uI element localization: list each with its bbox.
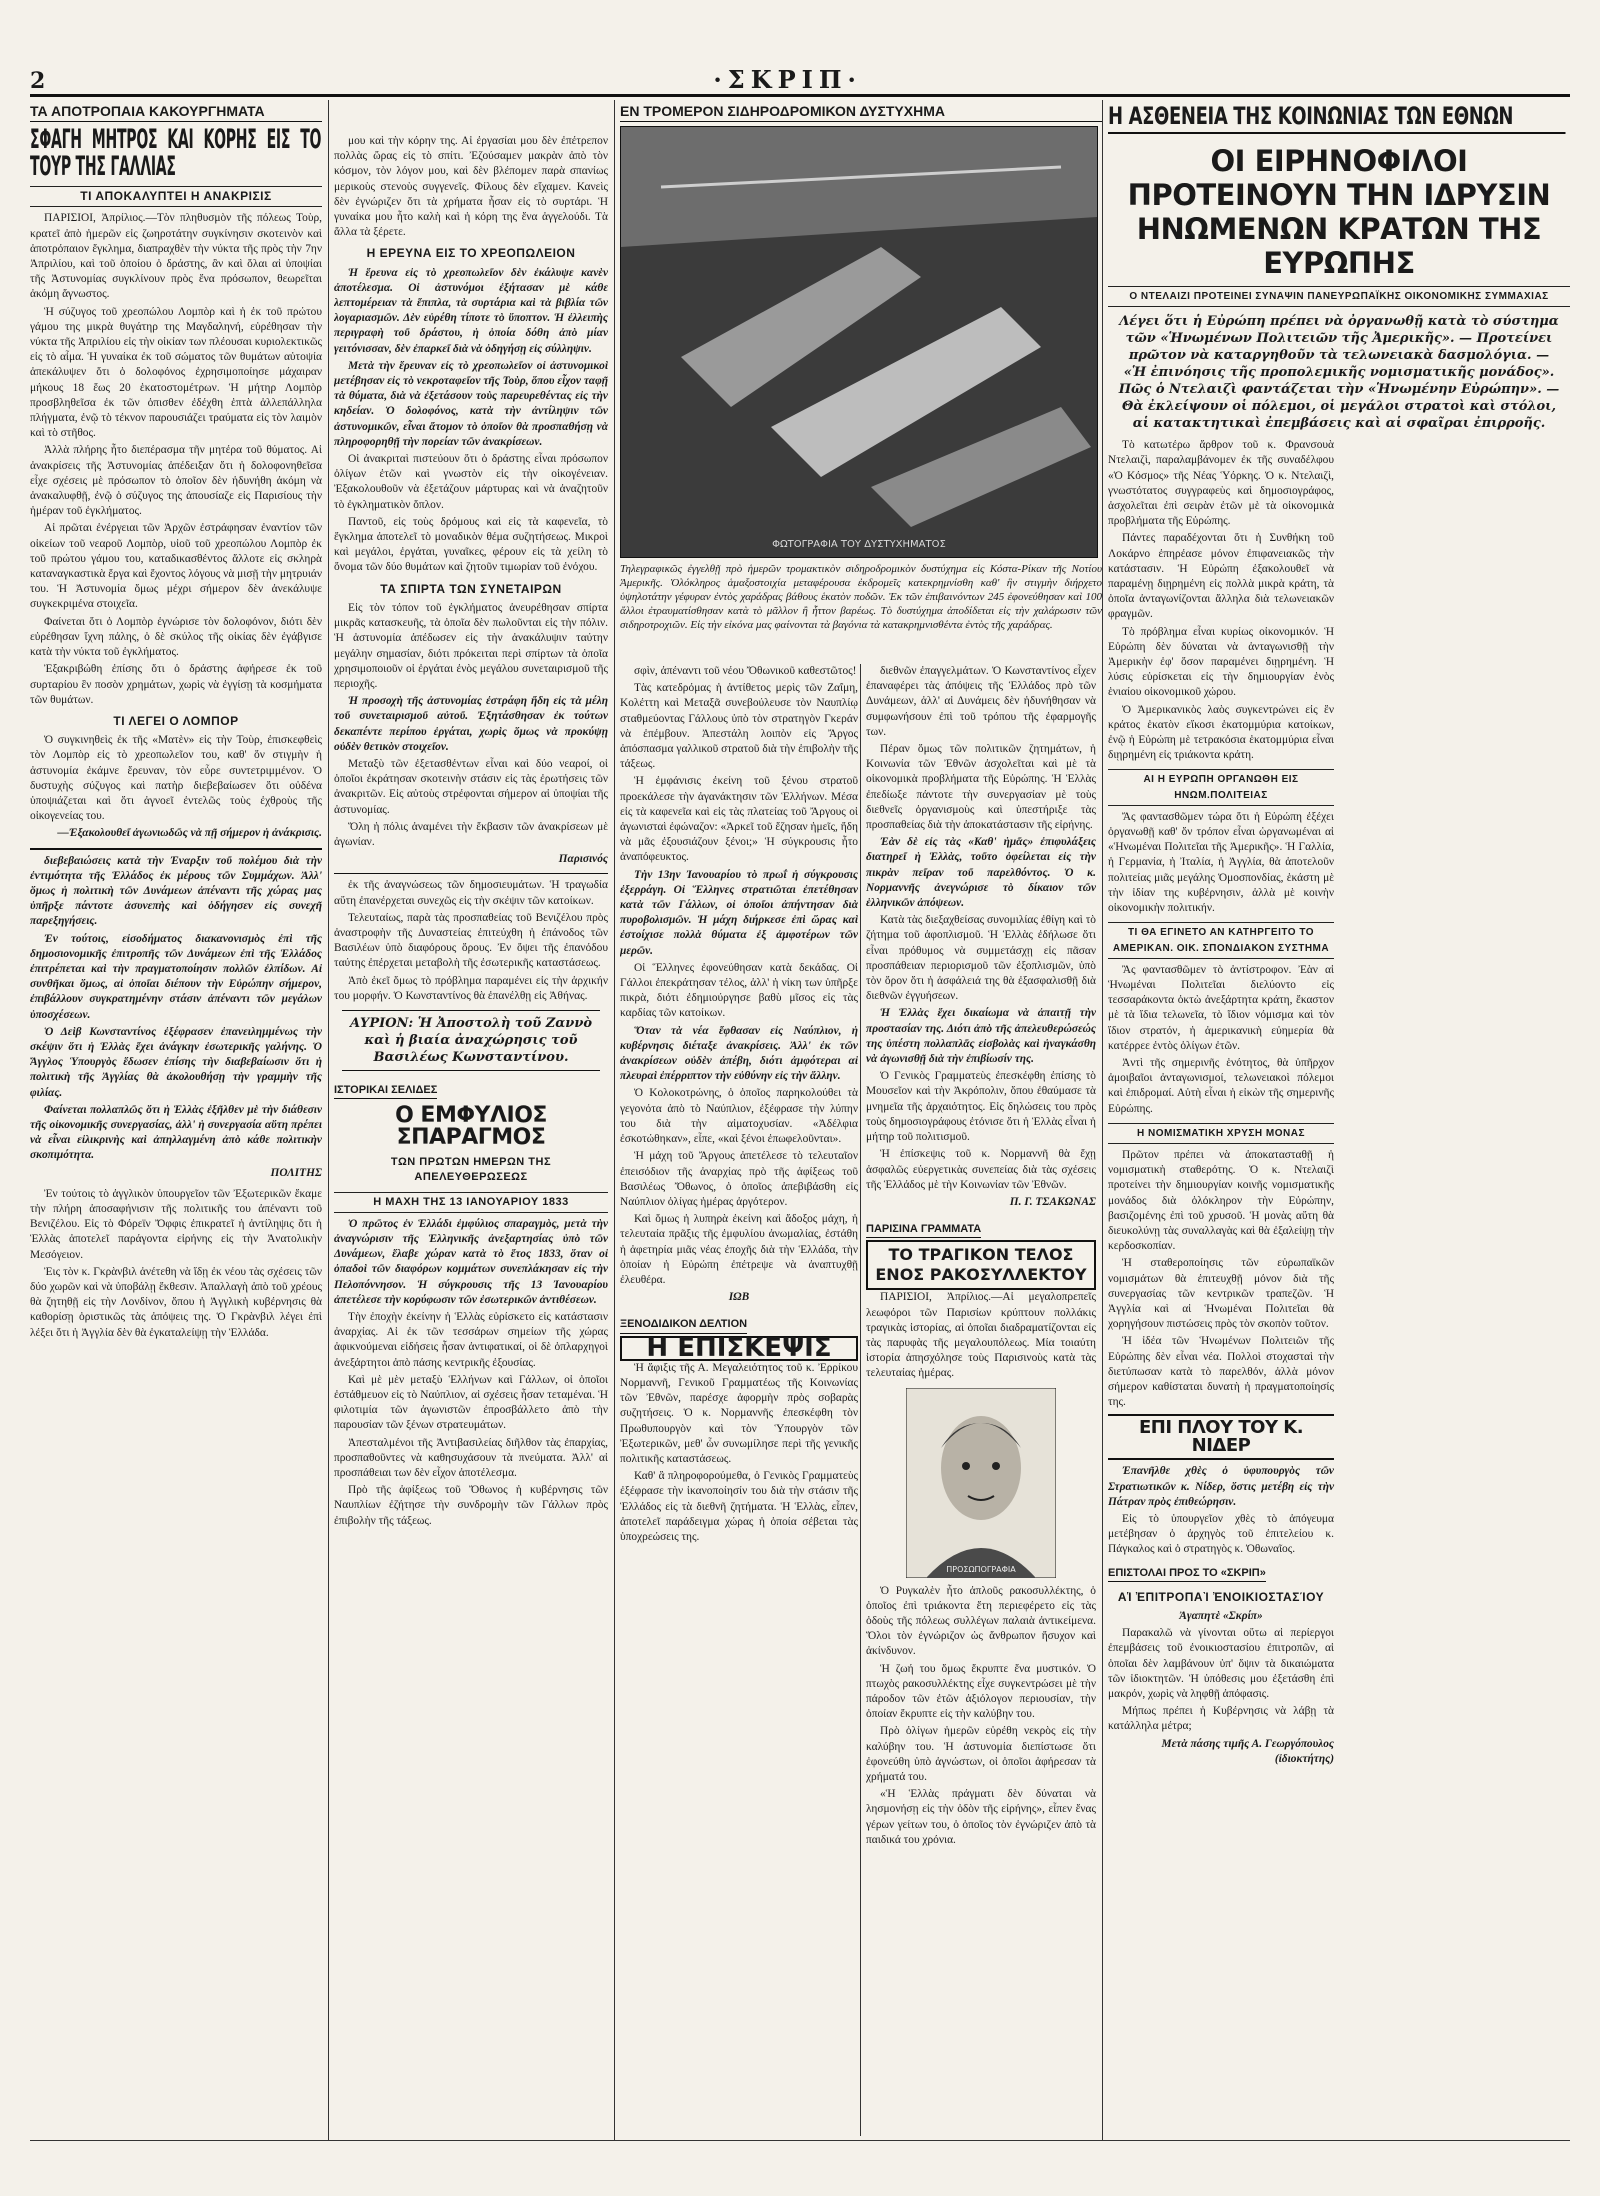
- paragraph: Τὸ κατωτέρω ἄρθρον τοῦ κ. Φρανσουὰ Ντελαιζὶ, παραλαμβάνομεν ἐκ τῆς συναδέλφου «Ὁ Κόσμος» τῆς Νέας Ὑόρκης. Ὁ κ. Ντελαιζὶ, γνωστότατος συγγραφεὺς καὶ δημοσιογράφος, ἀσχολεῖται ἐπὶ σειρὰν ἐτῶν μὲ τὰ οἰκονομικὰ προβλήματα τῆς Εὐρώπης.: [1108, 439, 1334, 528]
- paragraph: ἐκ τῆς ἀναγνώσεως τῶν δημοσιευμάτων. Ἡ τραγωδία αὕτη ἐπανέρχεται συνεχῶς εἰς τὴν σκέψιν τῶν κατοίκων.: [334, 879, 608, 907]
- kicker: ΤΑ ΑΠΟΤΡΟΠΑΙΑ ΚΑΚΟΥΡΓΗΜΑΤΑ: [30, 104, 322, 122]
- subheading: ΤΩΝ ΠΡΩΤΩΝ ΗΜΕΡΩΝ ΤΗΣ ΑΠΕΛΕΥΘΕΡΩΣΕΩΣ: [390, 1156, 552, 1184]
- kicker: ΕΝ ΤΡΟΜΕΡΟΝ ΣΙΔΗΡΟΔΡΟΜΙΚΟΝ ΔΥΣΤΥΧΗΜΑ: [620, 104, 1102, 122]
- paragraph: Μεταξὺ τῶν ἐξετασθέντων εἶναι καὶ δύο νεαροί, οἱ ὁποῖοι ἐκράτησαν σκοτεινὴν στάσιν εἰς τὰς ἐρωτήσεις τῶν ἀνακριτῶν. Εἰς αὐτοὺς στρέφονται σήμερον αἱ ὑποψίαι τῆς ἀστυνομίας.: [334, 757, 608, 816]
- paragraph: Ὁ συγκινηθεὶς ἐκ τῆς «Ματὲν» εἰς τὴν Τοὺρ, ἐπισκεφθεὶς τὸν Λομπὸρ εἰς τὸ χρεοπωλεῖον του, καθ' ὅν στιγμὴν ἡ ἀστυνομία ἐκάμνε ἔρευναν, τὸν εὗρε συντετριμμένον. Ὁ δυστυχὴς σύζυγος καὶ πατὴρ διεβεβαίωσεν ὅτι οὐδένα ὑποψιάζεται καὶ ὅτι ἀγνοεῖ ἐντελῶς τοὺς ἐχθροὺς τῆς οἰκογενείας του.: [30, 734, 322, 823]
- paragraph: Πέραν ὅμως τῶν πολιτικῶν ζητημάτων, ἡ Κοινωνία τῶν Ἐθνῶν ἀσχολεῖται καὶ μὲ τὰ οἰκονομικὰ προβλήματα τῆς Εὐρώπης. Ἡ Ἑλλὰς ἐπεδίωξε πάντοτε τὴν συνεργασίαν μὲ τοὺς διεθνεῖς ὀργανισμοὺς καὶ ὑπεστήριξε τὰς προσπαθείας διὰ τὴν ἀποκατάστασιν τῆς εἰρήνης.: [866, 743, 1096, 832]
- byline: Παρισινός: [558, 853, 608, 866]
- paragraph: διεβεβαιώσεις κατὰ τὴν Ἐναρξιν τοῦ πολέμου διὰ τὴν ἐντιμότητα τῆς Ἑλλάδος ἐκ μέρους τῶν Συμμάχων. Ἀλλ' ὅμως ἡ πολιτικὴ τῶν Δυνάμεων ἀπέναντι τῆς χώρας μας ὑπῆρξε πάντοτε ἀσυνεπὴς καὶ ὁδήγησεν εἰς συνεχῆ παρεξηγήσεις.: [30, 854, 322, 928]
- paragraph: Ἀπὸ ἐκεῖ ὅμως τὸ πρόβλημα παραμένει εἰς τὴν ἀρχικήν του μορφήν. Ὁ Κωνσταντίνος θὰ ἐπανέλθῃ εἰς Ἀθήνας.: [334, 974, 608, 1002]
- paragraph: Ἐν τούτοις, εἰσοδήματος διακανονισμὸς ἐπὶ τῆς δημοσιονομικῆς ἐπιτροπῆς τῶν Δυνάμεων ἐπὶ τῆς Ἑλλάδος ἐπιτρέπεται καὶ τὴν πραγματοποίησιν πολλῶν ἐλπίδων. Αἱ συνθῆκαι ὅμως, αἱ ὁποῖαι διέπουν τὴν Εὐρώπην σήμερον, ἐπιβάλλουν συγκρατημένην στάσιν ἀπέναντι τῶν μεγάλων ὑποσχέσεων.: [30, 932, 322, 1021]
- subheading: Η ΜΑΧΗ ΤΗΣ 13 ΙΑΝΟΥΑΡΙΟΥ 1833: [334, 1192, 608, 1213]
- headline: ΕΠΙ ΠΛΟΥ ΤΟΥ Κ. ΝΙΔΕΡ: [1108, 1414, 1334, 1460]
- byline: Π. Γ. ΤΣΑΚΩΝΑΣ: [1009, 1195, 1096, 1208]
- paragraph: Ἀντὶ τῆς σημερινῆς ἑνότητος, θὰ ὑπῆρχον ἀμοιβαῖοι ἀνταγωνισμοί, τελωνειακοὶ πόλεμοι καὶ ἐπιδρομαί. Αὐτὴ εἶναι ἡ εἰκὼν τῆς σημερινῆς Εὐρώπης.: [1108, 1056, 1334, 1115]
- kicker: ΠΑΡΙΣΙΝΑ ΓΡΑΜΜΑΤΑ: [866, 1222, 981, 1238]
- paragraph: Οἱ ἀνακριταὶ πιστεύουν ὅτι ὁ δράστης εἶναι πρόσωπον ὀλίγων ἐτῶν καὶ γνωστὸν εἰς τὴν οἰκογένειαν. Ἐξακολουθοῦν νὰ ἐξετάζουν μάρτυρας καὶ νὰ ἀναζητοῦν τὸ ἐγκληματικὸν ὅπλον.: [334, 453, 608, 511]
- paragraph: Ἀπεσταλμένοι τῆς Ἀντιβασιλείας διῆλθον τὰς ἐπαρχίας, προσπαθοῦντες νὰ καθησυχάσουν τὰ πνεύματα. Ἀλλ' αἱ προσπάθειαι των δὲν εἶχον ἀποτέλεσμα.: [334, 1436, 608, 1480]
- paragraph: Ἡ μάχη τοῦ Ἄργους ἀπετέλεσε τὸ τελευταῖον ἐπεισόδιον τῆς ἀναρχίας πρὸ τῆς ἀφίξεως τοῦ Βασιλέως Ὄθωνος, ὁ ὁποῖος ἀπεβιβάσθη εἰς Ναύπλιον ὀλίγας ἡμέρας ἀργότερον.: [620, 1150, 858, 1208]
- paragraph: Ἡ προσοχὴ τῆς ἀστυνομίας ἐστράφη ἤδη εἰς τὰ μέλη τοῦ συνεταιρισμοῦ αὐτοῦ. Ἐξητάσθησαν ἐκ τούτων δεκαπέντε περίπου ἐργάται, χωρὶς ὅμως νὰ προκύψῃ οὐδὲν θετικὸν στοιχεῖον.: [334, 695, 608, 753]
- paragraph: Καὶ ὅμως ἡ λυπηρὰ ἐκείνη καὶ ἄδοξος μάχη, ἡ τελευταία πρᾶξις τῆς ἐμφυλίου ἀνωμαλίας, ἐστάθη ἡ ἀφετηρία μιᾶς νέας ἐποχῆς διὰ τὴν Ἑλλάδα, τὴν ὁποίαν ἡ Εὐρώπη ἐπέτρεψε νὰ ἀναπτυχθῇ ἐλευθέρα.: [620, 1213, 858, 1286]
- subheading: ΑἹ ἘΠΙΤΡΟΠΑῚ ἘΝΟΙΚΙΟΣΤΑΣΊΟΥ: [1117, 1589, 1325, 1604]
- paragraph: ΠΑΡΙΣΙΟΙ, Ἀπρίλιος.—Αἱ μεγαλοπρεπεῖς λεωφόροι τῶν Παρισίων κρύπτουν πολλάκις τραγικὰς ἱστορίας, αἱ ὁποῖαι διαδραματίζονται εἰς τὰς παρυφὰς τῆς μεγαλουπόλεως. Μία τοιαύτη ἱστορία ἀπησχόλησε τοὺς Παρισινοὺς κατὰ τὰς τελευταίας ἡμέρας.: [866, 1291, 1096, 1380]
- paragraph: Οἱ Ἕλληνες ἐφονεύθησαν κατὰ δεκάδας. Οἱ Γάλλοι ἐπεκράτησαν τέλος, ἀλλ' ἡ νίκη των ὑπῆρξε πικρὰ, διότι ἐδημιούργησε βαθὺ μῖσος εἰς τὰς καρδίας τῶν κατοίκων.: [620, 961, 858, 1020]
- paragraph: Ἡ σύζυγος τοῦ χρεοπώλου Λομπὸρ καὶ ἡ ἐκ τοῦ πρώτου γάμου της μικρὰ θυγάτηρ της Μαγδαληνή, εὑρέθησαν τὴν νύκτα τῆς Ἀπριλίου εἰς τὴν οἰκίαν των πλέουσαι κυριολεκτικῶς εἰς τὸ αἷμα. Ἡ γυναίκα ἐκ τοῦ σώματος τῶν θυμάτων αὐτοψία ἀπεκάλυψεν ὅτι ὁ δολοφόνος ἐχρησιμοποίησε μάχαιραν μήκους 18 ἕως 20 ἑκατοστομέτρων. Ἡ μήτηρ Λομπὸρ προσβληθεῖσα ἐκ τῶν ὀπισθεν ἐδέχθη ἑπτὰ ἀλλεπάλληλα πλήγματα, ἐνῷ τὸ τέκνον παρουσιάζει τραύματα εἰς τὸν λαιμὸν καὶ τὸ στῆθος.: [30, 305, 322, 440]
- paragraph: Καὶ μὲ μὲν μεταξὺ Ἑλλήνων καὶ Γάλλων, οἱ ὁποῖοι ἐστάθμευον εἰς τὸ Ναύπλιον, αἱ σχέσεις ἦσαν τεταμέναι. Ἡ φιλοτιμία τῶν ἀγωνιστῶν ἐπροσβάλλετο ἀπὸ τὴν παρουσίαν τῶν ξένων στρατευμάτων.: [334, 1373, 608, 1432]
- paragraph: Ἂς φαντασθῶμεν τὸ ἀντίστροφον. Ἐὰν αἱ Ἡνωμέναι Πολιτεῖαι διελύοντο εἰς τεσσαράκοντα ὀκτὼ ἀνεξάρτητα κράτη, ἕκαστον μὲ τὰ ἴδια τελωνεῖα, τὸ ἴδιον νόμισμα καὶ τὸν ἴδιον στρατόν, ἡ ἀμερικανικὴ εὐημερία θὰ κατέρρεε ἐντὸς ὀλίγων ἐτῶν.: [1108, 963, 1334, 1052]
- paragraph: Παντοῦ, εἰς τοὺς δρόμους καὶ εἰς τὰ καφενεῖα, τὸ ἔγκλημα ἀποτελεῖ τὸ μοναδικὸν θέμα συζητήσεως. Μικροὶ καὶ μεγάλοι, ἐργάται, γυναῖκες, φέρουν εἰς τὰ χείλη τὸ ὄνομα τῶν δύο θυμάτων καὶ ζητοῦν τιμωρίαν τοῦ ἐνόχου.: [334, 515, 608, 574]
- paragraph: Ὁ Δεὶβ Κωνσταντίνος ἐξέφρασεν ἐπανειλημμένως τὴν σκέψιν ὅτι ἡ Ἑλλὰς ἔχει ἀνάγκην ἐσωτερικῆς γαλήνης. Ὁ Ἄγγλος Ὑπουργὸς ἔδωσεν ἐπίσης τὴν διαβεβαίωσιν ὅτι ἡ πολιτικὴ τῆς Ἀγγλίας θὰ ἀκολουθήσῃ τὴν γραμμὴν τῆς φιλίας.: [30, 1025, 322, 1099]
- paragraph: Ὁ Γενικὸς Γραμματεὺς ἐπεσκέφθη ἐπίσης τὸ Μουσεῖον καὶ τὴν Ἀκρόπολιν, ὅπου ἐθαύμασε τὰ μνημεῖα τῆς ἀρχαιότητος. Εἰς δηλώσεις του πρὸς τοὺς δημοσιογράφους ἐτόνισε ὅτι ἡ Ἑλλὰς εἶναι ἡ μήτηρ τοῦ πολιτισμοῦ.: [866, 1070, 1096, 1144]
- deck: Λέγει ὅτι ἡ Εὐρώπη πρέπει νὰ ὀργανωθῇ κατὰ τὸ σύστημα τῶν «Ἡνωμένων Πολιτειῶν τῆς Ἀμερικῆς». — Προτείνει πρῶτον νὰ καταργηθοῦν τὰ τελωνειακὰ δασμολόγια. — «Ἡ ἐπινόησις τῆς προπολεμικῆς νομισματικῆς μονάδος». Πῶς ὁ Ντελαιζὶ φαντάζεται τὴν «Ἡνωμένην Εὐρώπην». — Θὰ ἐκλείψουν οἱ πόλεμοι, οἱ μεγάλοι στρατοὶ καὶ στόλοι, αἱ κατακτητικαὶ ἐπεμβάσεις καὶ αἱ σφαῖραι ἐπιρροῆς.: [1118, 314, 1560, 432]
- column-3: [620, 664, 858, 2136]
- paragraph: Ὁ Κολοκοτρώνης, ὁ ὁποῖος παρηκολούθει τὰ γεγονότα ἀπὸ τὸ Ναύπλιον, ἐξέφρασε τὴν λύπην του διὰ τὴν αἱματοχυσίαν. «Ἀδέλφια ἐσκοτώθηκαν», εἶπε, «καὶ ξένοι ἐπωφελοῦνται».: [620, 1087, 858, 1146]
- paragraph: Ἐξακριβώθη ἐπίσης ὅτι ὁ δράστης ἀφήρεσε ἐκ τοῦ συρταρίου ἓν ποσὸν χρημάτων, χωρὶς νὰ ἐγγίσῃ τὰ κοσμήματα τῶν θυμάτων.: [30, 663, 322, 706]
- paragraph: Ὅλη ἡ πόλις ἀναμένει τὴν ἔκβασιν τῶν ἀνακρίσεων μὲ ἀγωνίαν.: [334, 820, 608, 848]
- paragraph: Ἐν τούτοις τὸ ἀγγλικὸν ὑπουργεῖον τῶν Ἐξωτερικῶν ἔκαμε τὴν πλήρη ἀποσαφήνισιν τῆς πολιτικῆς του ἀπέναντι τοῦ Βενιζέλου. Εἰς τὸ Φόρεϊν Ὄφφις ἐπικρατεῖ ἡ ἀντίληψις ὅτι ἡ Ἑλλὰς ἀποτελεῖ παράγοντα εἰρήνης εἰς τὴν Ἀνατολικὴν Μεσόγειον.: [30, 1187, 322, 1261]
- paragraph: Ἐις τὸν κ. Γκρὰνβιλ ἀνέτεθη νὰ ἴδῃ ἐκ νέου τὰς σχέσεις τῶν δύο χωρῶν καὶ νὰ ὑποβάλῃ ἔκθεσιν. Ἀπαλλαγὴ ἀπὸ τοῦ χρέους θὰ ζητηθῇ εἰς τὴν Λονδίνον, ὅπου ἡ Ἀγγλικὴ κυβέρνησις θὰ καθορίσῃ ὁριστικῶς τὰς ἀπόψεις της. Ὁ Γκρὰνβιλ λέγει ἐπὶ λέξει ὅτι ἡ Ἀγγλία δὲν θὰ ἐγκαταλείψῃ τὴν Ἑλλάδα.: [30, 1265, 322, 1339]
- paragraph: διεθνῶν ἐπαγγελμάτων. Ὁ Κωνσταντίνος εἶχεν ἐπαναφέρει τὰς ἀπόψεις τῆς Ἑλλάδος πρὸ τῶν Δυνάμεων, ἀλλ' αἱ Δυνάμεις δὲν ἠδυνήθησαν νὰ συμφωνήσουν ἐπὶ τοῦ τρόπου τῆς ἐφαρμογῆς των.: [866, 665, 1096, 738]
- byline: ΙΩΒ: [728, 1291, 750, 1304]
- paragraph: Ἡ ζωή του ὅμως ἔκρυπτε ἕνα μυστικόν. Ὁ πτωχὸς ρακοσυλλέκτης εἶχε συγκεντρώσει μὲ τὴν πάροδον τῶν ἐτῶν ἀξιόλογον περιουσίαν, τὴν ὁποίαν ἔκρυπτε εἰς τὴν καλύβην του.: [866, 1662, 1096, 1721]
- paragraph: Ὅταν τὰ νέα ἔφθασαν εἰς Ναύπλιον, ἡ κυβέρνησις διέταξε ἀνακρίσεις. Ἀλλ' ἐκ τῶν ἀνακρίσεων οὐδὲν ἀπέβη, διότι ἀμφότεραι αἱ πλευραὶ ἐπέρριπτον τὴν εὐθύνην εἰς τὴν ἄλλην.: [620, 1024, 858, 1083]
- paragraph: Αἱ πρῶται ἐνέργειαι τῶν Ἀρχῶν ἐστράφησαν ἐναντίον τῶν οἰκείων τοῦ νεαροῦ Λομπὸρ, υἱοῦ τοῦ χρεοπώλου Λομπὸρ ἐκ τοῦ πρώτου γάμου του, καταδικασθέντος ἄλλοτε εἰς σκληρὰ καταναγκαστικὰ ἔργα καὶ ἔχοντος λόγους νὰ μισῇ τὴν μητρυιάν του. Ἡ Ἀστυνομία ὅμως μέχρι σήμερον δὲν ἀνεκάλυψε συγκεκριμένα στοιχεῖα.: [30, 522, 322, 611]
- tomorrow-note: ΑΥΡΙΟΝ: Ἡ Ἀποστολὴ τοῦ Ζαννὸ καὶ ἡ βιαία ἀναχώρησις τοῦ Βασιλέως Κωνσταντίνου.: [342, 1010, 600, 1071]
- headline: ΤΟ ΤΡΑΓΙΚΟΝ ΤΕΛΟΣ ΕΝΟΣ ΡΑΚΟΣΥΛΛΕΚΤΟΥ: [866, 1240, 1096, 1290]
- series-kicker: ΙΣΤΟΡΙΚΑΙ ΣΕΛΙΔΕΣ: [334, 1083, 437, 1099]
- subheading: ΤΙ ΘΑ ΕΓΙΝΕΤΟ ΑΝ ΚΑΤΗΡΓΕΙΤΟ ΤΟ ΑΜΕΡΙΚΑΝ. ΟΙΚ. ΣΠΟΝΔΙΑΚΟΝ ΣΥΣΤΗΜΑ: [1108, 922, 1334, 958]
- paragraph: Μήπως πρέπει ἡ Κυβέρνησις νὰ λάβῃ τὰ κατάλληλα μέτρα;: [1108, 1705, 1334, 1733]
- feature-top: [614, 100, 1102, 660]
- headline: Ο ΕΜΦΥΛΙΟΣ ΣΠΑΡΑΓΜΟΣ: [395, 1103, 547, 1151]
- paragraph: Ὁ πρῶτος ἐν Ἑλλάδι ἐμφύλιος σπαραγμὸς, μετὰ τὴν ἀναγνώρισιν τῆς Ἑλληνικῆς ἀνεξαρτησίας ὑπὸ τῶν Δυνάμεων, ἔλαβε χώραν κατὰ τὸ ἔτος 1833, ὅταν οἱ ὀπαδοὶ τῶν διαφόρων κομμάτων συνεπλάκησαν εἰς τὴν Πελοπόννησον. Ἡ σύγκρουσις τῆς 13 Ἰανουαρίου ἀπετέλεσε τὴν κορύφωσιν τῶν ἐσωτερικῶν ἀντιθέσεων.: [334, 1217, 608, 1306]
- photo-label: ΦΩΤΟΓΡΑΦΙΑ ΤΟΥ ΔΥΣΤΥΧΗΜΑΤΟΣ: [772, 539, 946, 551]
- column-rule: [1102, 100, 1103, 2140]
- paragraph: Κατὰ τὰς διεξαχθείσας συνομιλίας ἐθίγη καὶ τὸ ζήτημα τοῦ ἀφοπλισμοῦ. Ἡ Ἑλλὰς ἐδήλωσε ὅτι εἶναι πρόθυμος νὰ συμμετάσχῃ εἰς πᾶσαν προσπάθειαν περιορισμοῦ τῶν ἐξοπλισμῶν, ὑπὸ τὸν ὅρον ὅτι ἡ ἀσφάλειά της θὰ ἐξασφαλισθῇ διὰ διεθνῶν ἐγγυήσεων.: [866, 914, 1096, 1003]
- column-2: [334, 100, 608, 2136]
- kicker: ΞΕΝΟΔΙΔΙΚΟΝ ΔΕΛΤΙΟΝ: [620, 1317, 747, 1333]
- headline: ΟΙ ΕΙΡΗΝΟΦΙΛΟΙ ΠΡΟΤΕΙΝΟΥΝ ΤΗΝ ΙΔΡΥΣΙΝ ΗΝΩΜΕΝΩΝ ΚΡΑΤΩΝ ΤΗΣ ΕΥΡΩΠΗΣ: [1127, 144, 1551, 280]
- paragraph: Πάντες παραδέχονται ὅτι ἡ Συνθήκη τοῦ Λοκάρνο ἐπηρέασε μόνον ἐπιφανειακῶς τὴν κατάστασιν. Ἡ Εὐρώπη ἐξακολουθεῖ νὰ παραμένῃ διῃρημένη εἰς πολλὰ μικρὰ κράτη, τὰ ὁποῖα ἀνταγωνίζονται ἄλληλα διὰ τελωνειακῶν φραγμῶν.: [1108, 532, 1334, 621]
- byline: ΠΟΛΙΤΗΣ: [270, 1166, 322, 1179]
- paragraph: Ἡ Ἑλλὰς ἔχει δικαίωμα νὰ ἀπαιτῇ τὴν προστασίαν της. Διότι ἀπὸ τῆς ἀπελευθερώσεώς της ὑπέστη πολλαπλᾶς εἰσβολὰς καὶ ἠναγκάσθη νὰ ἀγωνισθῇ διὰ τὴν ἐπιβίωσίν της.: [866, 1007, 1096, 1066]
- paragraph: Εἰς τὸ ὑπουργεῖον χθὲς τὸ ἀπόγευμα μετέβησαν ὁ ἀρχηγὸς τοῦ ἐπιτελείου κ. Πάγκαλος καὶ ὁ στρατηγὸς κ. Ὀθωναῖος.: [1108, 1513, 1334, 1556]
- subheading: ΤΑ ΣΠΙΡΤΑ ΤΩΝ ΣΥΝΕΤΑΙΡΩΝ: [380, 581, 562, 596]
- photo-train-wreck: [620, 126, 1098, 558]
- column-5: [1108, 100, 1570, 2136]
- subheading: Η ΕΡΕΥΝΑ ΕΙΣ ΤΟ ΧΡΕΟΠΩΛΕΙΟΝ: [366, 246, 576, 261]
- photo-caption: Τηλεγραφικῶς ἐγγελθῇ πρὸ ἡμερῶν τρομακτικὸν σιδηροδρομικὸν δυστύχημα εἰς Κόστα-Ρίκαν τῆς Νοτίου Ἀμερικῆς. Ὁλόκληρος ἁμαξοστοιχία μεταφέρουσα ἐκδρομεῖς κατεκρημνίσθη καθ' ἣν στιγμὴν διήρχετο ὑψηλοτάτην γέφυραν ἐντὸς χαράδρας βάθους ἑκατὸν ποδῶν. Ἐκ τῶν ἐπιβαινόντων 245 ἐφονεύθησαν καὶ 100 ἄλλοι ἐτραυματίσθησαν κατὰ τὸ μᾶλλον ἢ ἧττον βαρέως. Τὸ δυστύχημα ἀποδίδεται εἰς τὴν χαλάρωσιν τῶν σιδηροτροχιῶν. Εἰς τὴν εἰκόνα μας φαίνονται τὰ βαγόνια τὰ κατακρημνισθέντα ἐντὸς τῆς χαράδρας.: [620, 563, 1102, 632]
- subheading: Ο ΝΤΕΛΑΙΖΙ ΠΡΟΤΕΙΝΕΙ ΣΥΝΑΨΙΝ ΠΑΝΕΥΡΩΠΑΪΚΗΣ ΟΙΚΟΝΟΜΙΚΗΣ ΣΥΜΜΑΧΙΑΣ: [1108, 286, 1570, 307]
- salutation: Ἀγαπητὲ «Σκρίπ»: [1179, 1610, 1263, 1623]
- paragraph: Μετὰ τὴν ἔρευναν εἰς τὸ χρεοπωλεῖον οἱ ἀστυνομικοὶ μετέβησαν εἰς τὸ νεκροταφεῖον τῆς Τοὺρ, ὅπου εἶχον ταφῇ τὰ θύματα, διὰ νὰ ἐξετάσουν τοὺς παρευρεθέντας εἰς τὴν κηδείαν. Ὁ δολοφόνος, κατὰ τὴν ἀντίληψιν τῶν ἀστυνομικῶν, εἶναι ἄτομον τὸ ὁποῖον θὰ προσπαθήσῃ νὰ πληροφορηθῇ τὴν πορείαν τῶν ἀνακρίσεων.: [334, 359, 608, 448]
- paragraph: Ἡ ἔρευνα εἰς τὸ χρεοπωλεῖον δὲν ἐκάλυψε κανὲν ἀποτέλεσμα. Οἱ ἀστυνόμοι ἐξήτασαν μὲ κάθε λεπτομέρειαν τὰ ἔπιπλα, τὰ συρτάρια καὶ τὰ βιβλία τῶν λογαριασμῶν. Δὲν εὑρέθη τίποτε τὸ ὕποπτον. Ἡ ἐλλειπὴς περιγραφὴ τοῦ δράστου, ἡ ὁποία δόθη ἀπὸ μίαν γειτόνισσαν, δὲν ἐπαρκεῖ διὰ νὰ ὁδηγήσῃ εἰς σύλληψιν.: [334, 266, 608, 355]
- paragraph: Εἰς τὸν τόπον τοῦ ἐγκλήματος ἀνευρέθησαν σπίρτα μικρᾶς κατασκευῆς, τὰ ὁποῖα δὲν πωλοῦνται εἰς τὴν πόλιν. Ἡ ἀστυνομία ἀπέδωσεν εἰς τὴν ἀνακάλυψιν ταύτην μεγάλην σημασίαν, διότι πρόκειται περὶ σπίρτων τὰ ὁποῖα χρησιμοποιοῦν οἱ ἐργάται ἐνὸς μεγάλου συνεταιρισμοῦ τῆς περιοχῆς.: [334, 601, 608, 690]
- portrait-illustration: [906, 1388, 1056, 1578]
- page-number: 2: [30, 68, 46, 94]
- paragraph: Ἡ ἐμφάνισις ἐκείνη τοῦ ξένου στρατοῦ προεκάλεσε τὴν ἀγανάκτησιν τῶν Ἑλλήνων. Μέσα εἰς τὰ καφενεῖα καὶ εἰς τὰς πλατείας τοῦ Ἄργους οἱ ἀγωνισταὶ ἐφώναζον: «Ἀρκεῖ τοῦ ἔζησαν ἡμεῖς, ἤδη νὰ μᾶς ἐξουσιάζουν ξένοι;» Ἡ σύγκρουσις ἦτο ἀναπόφευκτος.: [620, 775, 858, 864]
- paragraph: Φαίνεται πολλαπλῶς ὅτι ἡ Ἑλλὰς ἐξῆλθεν μὲ τὴν διάθεσιν τῆς οἰκονομικῆς συνεργασίας, ἀλλ' ἡ συνεργασία αὕτη πρέπει νὰ εἶναι εἰλικρινὴς καὶ ἀπηλλαγμένη ἀπὸ κάθε πολιτικὴν σκοπιμότητα.: [30, 1103, 322, 1162]
- paragraph: Πρὸ ὀλίγων ἡμερῶν εὑρέθη νεκρὸς εἰς τὴν καλύβην του. Ἡ ἀστυνομία διεπίστωσε ὅτι ἐφονεύθη ὑπὸ ἀγνώστων, οἱ ὁποῖοι ἀφήρεσαν τὰ χρήματά του.: [866, 1725, 1096, 1783]
- headline: Η ΕΠΙΣΚΕΨΙΣ: [620, 1336, 858, 1361]
- paragraph: Ἡ ἰδέα τῶν Ἡνωμένων Πολιτειῶν τῆς Εὐρώπης δὲν εἶναι νέα. Πολλοὶ στοχασταὶ τὴν διετύπωσαν κατὰ τὸ παρελθόν, ἀλλὰ μόνον σήμερον καθίσταται δυνατὴ ἡ πραγματοποίησίς της.: [1108, 1335, 1334, 1409]
- paragraph: Καθ' ἃ πληροφορούμεθα, ὁ Γενικὸς Γραμματεὺς ἐξέφρασε τὴν ἱκανοποίησίν του διὰ τὴν στάσιν τῆς Ἑλλάδος εἰς τὰ διεθνῆ ζητήματα. Ἡ Ἑλλὰς, εἶπεν, ἀποτελεῖ παράδειγμα χώρας ἡ ὁποία σέβεται τὰς ὑποχρεώσεις της.: [620, 1470, 858, 1543]
- column-4: [866, 664, 1096, 2136]
- paragraph: σφὶν, ἀπέναντι τοῦ νέου Ὄθωνικοῦ καθεστῶτος!: [634, 665, 857, 677]
- paragraph: Ὁ Ρυγκαλὲν ἦτο ἀπλοῦς ρακοσυλλέκτης, ὁ ὁποῖος ἐπὶ τριάκοντα ἔτη περιεφέρετο εἰς τὰς ὁδοὺς τῆς πόλεως συλλέγων παλαιὰ ἀντικείμενα. Ὅλοι τὸν ἐγνώριζον ὡς ἄνθρωπον ἥσυχον καὶ ἀκίνδυνον.: [866, 1584, 1096, 1658]
- portrait-label: ΠΡΟΣΩΠΟΓΡΑΦΙΑ: [946, 1564, 1016, 1574]
- paragraph: ΠΑΡΙΣΙΟΙ, Ἀπρίλιος.—Τὸν πληθυσμὸν τῆς πόλεως Τοὺρ, κρατεῖ ἀπὸ ἡμερῶν εἰς ζωηροτάτην συγκίνησιν σκοτεινὸν καὶ ἀποτρόπαιον ἔγκλημα, διαπραχθὲν τὴν νύκτα τῆς πρὸς τὴν 7ην Ἀπριλίου, καὶ τοῦ ὁποίου ὁ δράστης, ἂν καὶ ὅλαι αἱ ὑποψίαι τῆς Ἀστυνομίας συγκλίνουν πρὸς ἕνα πρόσωπον, θεωρεῖται ἀκόμη ἄγνωστος.: [30, 212, 322, 301]
- paragraph: Ὁ Ἀμερικανικὸς λαὸς συγκεντρώνει εἰς ἓν κράτος ἑκατὸν εἴκοσι ἑκατομμύρια κατοίκων, ἐνῷ ἡ Εὐρώπη μὲ τετρακόσια ἑκατομμύρια εἶναι διῃρημένη εἰς τριάκοντα κράτη.: [1108, 703, 1334, 762]
- paragraph: Πρὸ τῆς ἀφίξεως τοῦ Ὄθωνος ἡ κυβέρνησις τῶν Ναυπλίων ἐζήτησε τὴν συνδρομὴν τῶν Γάλλων πρὸς ἐπιβολὴν τῆς τάξεως.: [334, 1484, 608, 1527]
- paragraph: Ἄς φαντασθῶμεν τώρα ὅτι ἡ Εὐρώπη ἐξέχει ὀργανωθῇ καθ' ὅν τρόπον εἶναι ὠργανωμέναι αἱ «Ἡνωμέναι Πολιτεῖαι τῆς Ἀμερικῆς». Ἡ Γαλλία, ἡ Γερμανία, ἡ Ἰταλία, ἡ Ἀγγλία, θὰ ἀποτελοῦν πολιτείας μιᾶς μεγάλης Ὁμοσπονδίας, ἑκάστη μὲ τὴν ἰδίαν της κυβέρνησιν, ἀλλὰ μὲ κοινὴν οἰκονομικὴν πολιτικήν.: [1108, 810, 1334, 915]
- newspaper-title: ·ΣΚΡΙΠ·: [713, 65, 862, 94]
- article-body: [1108, 438, 1570, 1958]
- paragraph: Ἀλλὰ πλήρης ἦτο διεπέρασμα τῆν μητέρα τοῦ θύματος. Αἱ ἀνακρίσεις τῆς Ἀστυνομίας ἀπέδειξαν ὅτι ἡ δολοφονηθεῖσα εἶχε σχέσεις μὲ πρόσωπον τὸ ὁποῖον δὲν ἠδυνήθη ἀκόμη νὰ ἀνακαλυφθῇ, ἐνῷ ὁ σύζυγος της ἀπουσίαζε εἰς Παρισίους τὴν ἡμέραν τοῦ ἐγκλήματος.: [30, 444, 322, 518]
- paragraph: «Ἡ Ἑλλὰς πράγματι δὲν δύναται νὰ λησμονήσῃ εἰς τὴν ὁδὸν τῆς εἰρήνης», εἶπεν ἕνας γέρων γείτων του, ὁ ὁποῖος τὸν ἐγνώριζεν ἀπὸ τὰ παιδικά του χρόνια.: [866, 1788, 1096, 1846]
- paragraph: Τὰς κατεδρόμας ἡ ἀντίθετος μερὶς τῶν Ζαΐμη, Κολέττη καὶ Μεταξᾶ συνεβούλευσε τὸν Ναυπλίῳ σταθμεύοντας Γάλλους ὑπὸ τὸν στρατηγὸν Γκεράν νὰ ἐπέμβουν. Ἀπεστάλη λοιπὸν εἰς Ἄργος ἀπόσπασμα γαλλικοῦ στρατοῦ διὰ τὴν ἐπιβολὴν τῆς τάξεως.: [620, 682, 858, 771]
- subheading: Η ΝΟΜΙΣΜΑΤΙΚΗ ΧΡΥΣΗ ΜΟΝΑΣ: [1108, 1123, 1334, 1144]
- paragraph: Πρῶτον πρέπει νὰ ἀποκατασταθῇ ἡ νομισματικὴ σταθερότης. Ὁ κ. Ντελαιζὶ προτείνει τὴν δημιουργίαν κοινῆς νομισματικῆς μονάδος διὰ ὁλόκληρον τὴν Εὐρώπην, βασιζομένης ἐπὶ τοῦ χρυσοῦ. Ἡ μονὰς αὕτη θὰ διευκολύνῃ τὰς συναλλαγὰς καὶ θὰ ἐξαλείψῃ τὴν κερδοσκοπίαν.: [1108, 1148, 1334, 1253]
- subheading: ΤΙ ΑΠΟΚΑΛΥΠΤΕΙ Η ΑΝΑΚΡΙΣΙΣ: [30, 186, 322, 207]
- paragraph: Τὸ πρόβλημα εἶναι κυρίως οἰκονομικόν. Ἡ Εὐρώπη δὲν δύναται νὰ ἀνταγωνισθῇ τὴν Ἀμερικὴν ἐφ' ὅσον παραμένει διῃρημένη. Ἡ λύσις εὑρίσκεται εἰς τὴν δημιουργίαν ἑνὸς ἑνιαίου οἰκονομικοῦ χώρου.: [1108, 625, 1334, 699]
- byline: —Ἐξακολουθεῖ ἀγωνιωδῶς νὰ πῇ σήμερον ἡ ἀνάκρισις.: [57, 827, 322, 840]
- paragraph: Φαίνεται ὅτι ὁ Λομπὸρ ἐγνώρισε τὸν δολοφόνον, διότι δὲν εὑρέθησαν ἴχνη πάλης, ὁ δὲ σκύλος τῆς οἰκίας δὲν ἐγάβγισε κατὰ τὴν νύκτα τοῦ ἐγκλήματος.: [30, 615, 322, 659]
- paragraph: Ἐὰν δὲ εἰς τὰς «Καθ' ἡμᾶς» ἐπιφυλάξεις διατηρεῖ ἡ Ἑλλὰς, τοῦτο ὀφείλεται εἰς τὴν πικρὰν πεῖραν τοῦ παρελθόντος. Ὁ κ. Νορμαννῆς ἀνεγνώρισε τὸ δίκαιον τῶν ἑλληνικῶν ἀπόψεων.: [866, 836, 1096, 910]
- paragraph: Τελευταίως, παρὰ τὰς προσπαθείας τοῦ Βενιζέλου πρὸς ἀναστροφὴν τῆς Δυναστείας ἐπιτεύχθη ἡ ἐπάνοδος τῶν Βασιλέων ὑπὸ διαφόρους ὅρους. Ἐν ὄψει τῆς ἐπανόδου ταύτης ἐπέρχεται μεταβολὴ τῆς ἐσωτερικῆς καταστάσεως.: [334, 911, 608, 970]
- paragraph: Ἡ ἄφιξις τῆς Α. Μεγαλειότητος τοῦ κ. Ἐρρίκου Νορμαννῆ, Γενικοῦ Γραμματέως τῆς Κοινωνίας τῶν Ἐθνῶν, παρέσχε ἀφορμὴν πρὸς σοβαρὰς συζητήσεις. Ὁ κ. Νορμαννῆς ἐπεσκέφθη τὸν Πρωθυπουργὸν καὶ τὸν Ὑπουργὸν τῶν Ἐξωτερικῶν, μεθ' ὧν συνωμίλησε περὶ τῆς γενικῆς πολιτικῆς καταστάσεως.: [620, 1361, 858, 1465]
- subheading: ΤΙ ΛΕΓΕΙ Ο ΛΟΜΠΟΡ: [113, 713, 239, 728]
- headline: ΣΦΑΓΗ ΜΗΤΡΟΣ ΚΑΙ ΚΟΡΗΣ ΕΙΣ ΤΟ ΤΟΥΡ ΤΗΣ ΓΑΛΛΙΑΣ: [30, 124, 322, 183]
- byline: Μετὰ πάσης τιμῆς Α. Γεωργόπουλος (ἰδιοκτήτης): [1161, 1737, 1334, 1765]
- paragraph: μου καὶ τὴν κόρην της. Αἱ ἐργασίαι μου δὲν ἐπέτρεπον πολλὰς ὥρας εἰς τὸ σπίτι. Ἐζούσαμεν μακρὰν ἀπὸ τὸν κόσμον, τὸν λόγον μου, καὶ δὲν βλέπομεν παρὰ σπανίως μερικοὺς στενοὺς συγγενεῖς. Φίλους δὲν εἴχαμεν. Κανεὶς δὲν ἐγνώριζεν ὅτι τὰ χρήματα ἦσαν εἰς τὸ συρτάρι. Ἡ γυναίκα μου ἦτο καλὴ καὶ ἡ κόρη της ἕνα ἀγγελούδι. Τὰ ἄλλα τὰ ξέρετε.: [334, 135, 608, 239]
- masthead: [30, 60, 1570, 97]
- paragraph: Ἡ ἐπίσκεψις τοῦ κ. Νορμαννῆ θὰ ἔχῃ ἀσφαλῶς εὐεργετικὰς συνεπείας διὰ τὰς σχέσεις τῆς Ἑλλάδος μὲ τὴν Κοινωνίαν τῶν Ἐθνῶν.: [866, 1148, 1096, 1191]
- column-rule: [860, 664, 861, 2136]
- paragraph: Τὴν 13ην Ἰανουαρίου τὸ πρωΐ ἡ σύγκρουσις ἐξερράγη. Οἱ Ἕλληνες στρατιῶται ἐπετέθησαν κατὰ τῶν Γάλλων, οἱ ὁποῖοι ἀπήντησαν διὰ πυροβολισμῶν. Ἡ μάχη διήρκεσε ἐπὶ ὥρας καὶ ἐστοίχισε πολλὰ θύματα ἐξ ἀμφοτέρων τῶν μερῶν.: [620, 868, 858, 957]
- column-rule: [328, 100, 329, 2140]
- paragraph: Ἡ σταθεροποίησις τῶν εὐρωπαϊκῶν νομισμάτων θὰ ἐπιτευχθῇ μόνον διὰ τῆς συνεργασίας τῶν κεντρικῶν τραπεζῶν. Ἡ Ἀγγλία καὶ αἱ Ἡνωμέναι Πολιτεῖαι θὰ χορηγήσουν πιστώσεις πρὸς τὸν σκοπὸν τοῦτον.: [1108, 1257, 1334, 1331]
- kicker: ΕΠΙΣΤΟΛΑΙ ΠΡΟΣ ΤΟ «ΣΚΡΙΠ»: [1108, 1566, 1266, 1582]
- paragraph: Ἐπανῆλθε χθὲς ὁ ὑφυπουργὸς τῶν Στρατιωτικῶν κ. Νίδερ, ὅστις μετέβη εἰς τὴν Πάτραν πρὸς ἐπιθεώρησιν.: [1108, 1465, 1334, 1508]
- paragraph: Τὴν ἐποχὴν ἐκείνην ἡ Ἑλλὰς εὑρίσκετο εἰς κατάστασιν ἀναρχίας. Αἱ ἐκ τῶν τεσσάρων σημείων τῆς χώρας ἀφικνούμεναι εἰδήσεις ἦσαν ἀντιφατικαί, οἱ δὲ ὁπλαρχηγοὶ ἀνεξάρτητοι ἀπὸ πάσης κεντρικῆς ἐξουσίας.: [334, 1311, 608, 1369]
- headline: Η ΑΣΘΕΝΕΙΑ ΤΗΣ ΚΟΙΝΩΝΙΑΣ ΤΩΝ ΕΘΝΩΝ: [1108, 104, 1566, 134]
- paragraph: Παρακαλῶ νὰ γίνονται οὕτω αἱ περίεργοι ἐπεμβάσεις τοῦ ἐνοικιοστασίου ἐπιτροπῶν, αἱ ὁποῖαι δὲν λαμβάνουν ὑπ' ὄψιν τὰ δικαιώματα τῶν ἰδιοκτητῶν. Ἡ ὑπόθεσις μου ἐξετάσθη ἐπὶ μακρόν, χωρὶς νὰ ληφθῇ ἀπόφασις.: [1108, 1627, 1334, 1701]
- column-1: [30, 100, 322, 2136]
- subheading: ΑΙ Η ΕΥΡΩΠΗ ΟΡΓΑΝΩΘΗ ΕΙΣ ΗΝΩΜ.ΠΟΛΙΤΕΙΑΣ: [1108, 769, 1334, 805]
